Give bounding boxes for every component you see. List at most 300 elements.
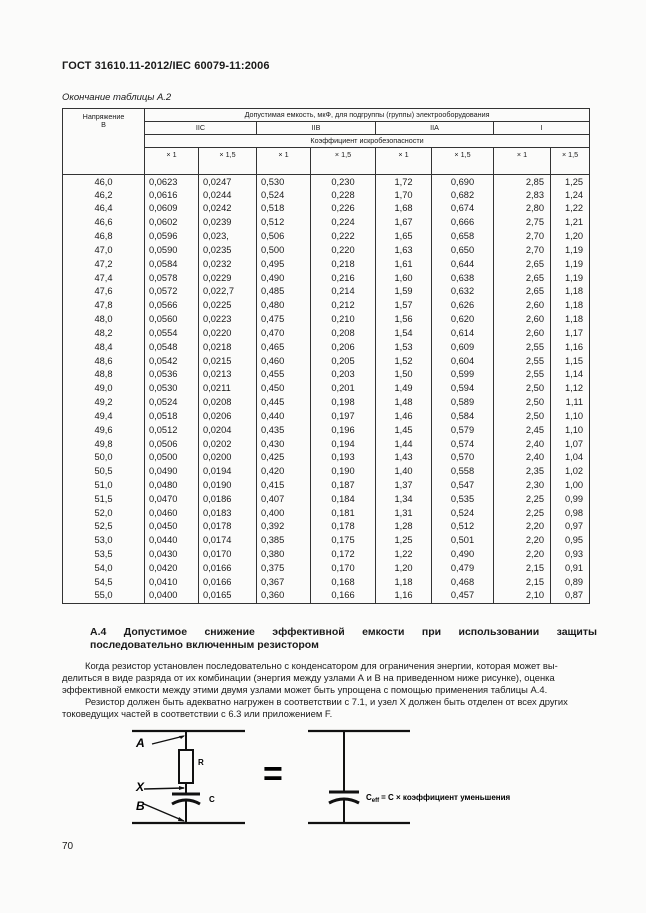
capacitance-cell: 2,65: [494, 257, 551, 271]
capacitance-cell: 0,91: [551, 562, 590, 576]
capacitance-cell: 0,490: [257, 271, 311, 285]
node-label-a: A: [136, 736, 145, 750]
table-row: [63, 327, 590, 341]
capacitance-cell: 0,197: [311, 410, 376, 424]
table-body: [63, 175, 590, 604]
capacitance-cell: 2,30: [494, 479, 551, 493]
table-row: [63, 257, 590, 271]
capacitance-cell: 0,194: [311, 437, 376, 451]
factor-header: × 1,5: [199, 148, 257, 175]
capacitance-cell: 0,570: [432, 451, 494, 465]
capacitance-cell: 1,63: [376, 244, 432, 258]
capacitance-cell: 0,023,: [199, 230, 257, 244]
capacitance-cell: 0,367: [257, 576, 311, 590]
resistor-label: R: [198, 758, 204, 767]
table-row: [63, 589, 590, 603]
capacitance-cell: 0,0542: [145, 354, 199, 368]
capacitance-cell: 0,184: [311, 493, 376, 507]
capacitance-cell: 0,558: [432, 465, 494, 479]
voltage-cell: 49,0: [63, 382, 145, 396]
capacitance-cell: 2,55: [494, 354, 551, 368]
capacitance-table: [62, 108, 590, 604]
table-row: [63, 534, 590, 548]
capacitance-cell: 0,166: [311, 589, 376, 603]
capacitance-cell: 1,02: [551, 465, 590, 479]
capacitance-cell: 1,20: [376, 562, 432, 576]
capacitance-cell: 0,690: [432, 175, 494, 189]
capacitance-cell: 1,04: [551, 451, 590, 465]
capacitance-cell: 1,19: [551, 244, 590, 258]
capacitance-cell: 0,0470: [145, 493, 199, 507]
capacitance-cell: 0,480: [257, 299, 311, 313]
voltage-cell: 50,5: [63, 465, 145, 479]
capacitance-cell: 1,07: [551, 437, 590, 451]
capacitance-cell: 0,0218: [199, 340, 257, 354]
voltage-cell: 47,8: [63, 299, 145, 313]
capacitance-cell: 0,168: [311, 576, 376, 590]
capacitance-cell: 0,0420: [145, 562, 199, 576]
capacitance-cell: 0,0225: [199, 299, 257, 313]
voltage-cell: 47,0: [63, 244, 145, 258]
capacitance-cell: 0,170: [311, 562, 376, 576]
voltage-cell: 46,6: [63, 216, 145, 230]
table-row: [63, 285, 590, 299]
capacitance-cell: 1,25: [376, 534, 432, 548]
node-label-x: X: [136, 780, 145, 794]
page-number: 70: [62, 841, 74, 852]
capacitance-cell: 1,25: [551, 175, 590, 189]
capacitance-cell: 2,40: [494, 451, 551, 465]
capacitance-cell: 0,594: [432, 382, 494, 396]
capacitance-cell: 0,0512: [145, 423, 199, 437]
capacitance-cell: 0,479: [432, 562, 494, 576]
capacitance-cell: 0,620: [432, 313, 494, 327]
capacitance-cell: 0,0223: [199, 313, 257, 327]
capacitance-cell: 1,48: [376, 396, 432, 410]
capacitance-cell: 2,55: [494, 340, 551, 354]
capacitance-cell: 0,0244: [199, 188, 257, 202]
capacitance-cell: 0,500: [257, 244, 311, 258]
capacitance-cell: 1,11: [551, 396, 590, 410]
capacitance-cell: 0,440: [257, 410, 311, 424]
capacitance-cell: 1,56: [376, 313, 432, 327]
capacitance-cell: 0,181: [311, 506, 376, 520]
table-row: [63, 202, 590, 216]
capacitance-cell: 1,52: [376, 354, 432, 368]
voltage-cell: 53,5: [63, 548, 145, 562]
capacitance-cell: 0,0190: [199, 479, 257, 493]
capacitance-cell: 1,19: [551, 257, 590, 271]
factor-header: × 1: [145, 148, 199, 175]
capacitance-cell: 0,360: [257, 589, 311, 603]
capacitance-cell: 2,15: [494, 562, 551, 576]
table-row: [63, 493, 590, 507]
capacitance-cell: 0,89: [551, 576, 590, 590]
capacitance-cell: 1,57: [376, 299, 432, 313]
table-row: [63, 340, 590, 354]
capacitance-cell: 1,19: [551, 271, 590, 285]
capacitance-cell: 0,0460: [145, 506, 199, 520]
capacitance-cell: 0,0506: [145, 437, 199, 451]
safety-factor-header: Коэффициент искробезопасности: [145, 135, 590, 148]
capacitance-cell: 0,0204: [199, 423, 257, 437]
capacitance-cell: 0,524: [257, 188, 311, 202]
capacitance-cell: 0,0229: [199, 271, 257, 285]
capacitance-cell: 1,50: [376, 368, 432, 382]
voltage-cell: 51,0: [63, 479, 145, 493]
capacitance-cell: 0,457: [432, 589, 494, 603]
capacitance-cell: 0,0524: [145, 396, 199, 410]
voltage-cell: 49,6: [63, 423, 145, 437]
voltage-cell: 49,2: [63, 396, 145, 410]
capacitance-cell: 0,0430: [145, 548, 199, 562]
capacitance-cell: 1,24: [551, 188, 590, 202]
factor-header: × 1,5: [551, 148, 590, 175]
resistor-symbol: [179, 750, 193, 783]
capacitance-cell: 2,10: [494, 589, 551, 603]
capacitance-cell: 0,614: [432, 327, 494, 341]
paragraph-resistor-loading: Резистор должен быть адекватно нагружен в соответствии с 7.1, и узел X должен быть отделен от всех других токоведущих частей в соответствии с 6.3 или приложением F.: [62, 696, 568, 719]
capacitance-cell: 0,0602: [145, 216, 199, 230]
capacitance-cell: 0,425: [257, 451, 311, 465]
capacitance-cell: 0,460: [257, 354, 311, 368]
table-row: [63, 188, 590, 202]
capacitance-cell: 1,34: [376, 493, 432, 507]
voltage-cell: 46,4: [63, 202, 145, 216]
capacitance-cell: 0,0554: [145, 327, 199, 341]
section-heading-word: при: [421, 626, 442, 638]
section-number: А.4: [90, 626, 107, 638]
capacitance-cell: 2,65: [494, 285, 551, 299]
capacitance-cell: 0,98: [551, 506, 590, 520]
capacitance-cell: 0,0548: [145, 340, 199, 354]
capacitance-cell: 0,524: [432, 506, 494, 520]
voltage-cell: 46,8: [63, 230, 145, 244]
section-heading: [90, 626, 597, 652]
voltage-cell: 48,2: [63, 327, 145, 341]
capacitor-label: C: [209, 795, 215, 804]
capacitance-cell: 0,658: [432, 230, 494, 244]
capacitance-cell: 0,0566: [145, 299, 199, 313]
table-row: [63, 271, 590, 285]
voltage-cell: 48,8: [63, 368, 145, 382]
capacitance-cell: 0,97: [551, 520, 590, 534]
capacitance-cell: 0,0166: [199, 576, 257, 590]
pointer-x: [144, 788, 184, 789]
capacitance-cell: 0,455: [257, 368, 311, 382]
table-row: [63, 562, 590, 576]
capacitance-cell: 2,15: [494, 576, 551, 590]
factor-header: × 1,5: [311, 148, 376, 175]
voltage-cell: 52,5: [63, 520, 145, 534]
capacitance-cell: 0,0200: [199, 451, 257, 465]
capacitance-cell: 0,0174: [199, 534, 257, 548]
capacitance-cell: 0,0215: [199, 354, 257, 368]
capacitance-cell: 1,43: [376, 451, 432, 465]
capacitance-cell: 1,61: [376, 257, 432, 271]
capacitance-cell: 0,0220: [199, 327, 257, 341]
capacitance-cell: 0,0242: [199, 202, 257, 216]
capacitance-cell: 0,650: [432, 244, 494, 258]
capacitance-cell: 0,609: [432, 340, 494, 354]
capacitance-cell: 2,80: [494, 202, 551, 216]
capacitance-cell: 0,178: [311, 520, 376, 534]
capacitance-cell: 2,20: [494, 534, 551, 548]
section-heading-line1: [90, 626, 597, 639]
section-heading-word: использовании: [458, 626, 540, 638]
capacitance-cell: 1,15: [551, 354, 590, 368]
voltage-cell: 46,0: [63, 175, 145, 189]
group-header-iia: IIA: [376, 122, 494, 135]
effective-capacitance-formula: $C_{eff} = C$ × коэффициент уменьшения: [366, 793, 511, 804]
capacitance-cell: 1,60: [376, 271, 432, 285]
table-row: [63, 299, 590, 313]
capacitance-cell: 0,0183: [199, 506, 257, 520]
capacitance-cell: 0,216: [311, 271, 376, 285]
capacitance-cell: 0,589: [432, 396, 494, 410]
capacitance-cell: 1,18: [376, 576, 432, 590]
capacitance-cell: 1,46: [376, 410, 432, 424]
capacitance-cell: 1,68: [376, 202, 432, 216]
capacitance-cell: 0,212: [311, 299, 376, 313]
table-row: [63, 479, 590, 493]
capacitance-cell: 0,175: [311, 534, 376, 548]
capacitance-cell: 0,475: [257, 313, 311, 327]
factor-header: × 1: [376, 148, 432, 175]
table-row: [63, 368, 590, 382]
table-row: [63, 410, 590, 424]
capacitance-cell: 2,65: [494, 271, 551, 285]
section-heading-line2: последовательно включенным резистором: [90, 639, 319, 651]
capacitance-cell: 0,198: [311, 396, 376, 410]
table-row: [63, 506, 590, 520]
capacitance-cell: 1,40: [376, 465, 432, 479]
capacitance-cell: 0,87: [551, 589, 590, 603]
capacitance-cell: 0,470: [257, 327, 311, 341]
capacitance-cell: 1,72: [376, 175, 432, 189]
capacitance-cell: 0,0518: [145, 410, 199, 424]
table-row: [63, 354, 590, 368]
capacitance-cell: 0,666: [432, 216, 494, 230]
capacitance-cell: 0,0165: [199, 589, 257, 603]
voltage-cell: 47,2: [63, 257, 145, 271]
voltage-cell: 55,0: [63, 589, 145, 603]
capacitance-cell: 0,584: [432, 410, 494, 424]
table-row: [63, 244, 590, 258]
capacitance-cell: 1,18: [551, 313, 590, 327]
capacitance-cell: 2,50: [494, 382, 551, 396]
capacitance-cell: 0,218: [311, 257, 376, 271]
capacitance-cell: 0,205: [311, 354, 376, 368]
capacitance-cell: 1,20: [551, 230, 590, 244]
table-row: [63, 423, 590, 437]
capacitance-cell: 2,60: [494, 313, 551, 327]
capacitance-cell: 0,574: [432, 437, 494, 451]
capacitance-cell: 0,512: [432, 520, 494, 534]
capacitance-cell: 0,0208: [199, 396, 257, 410]
capacitance-cell: 0,0410: [145, 576, 199, 590]
capacitance-cell: 0,220: [311, 244, 376, 258]
capacitance-cell: 0,228: [311, 188, 376, 202]
capacitance-cell: 1,22: [376, 548, 432, 562]
capacitance-cell: 2,45: [494, 423, 551, 437]
capacitance-cell: 0,172: [311, 548, 376, 562]
capacitance-cell: 1,59: [376, 285, 432, 299]
capacitance-cell: 2,50: [494, 410, 551, 424]
voltage-cell: 49,8: [63, 437, 145, 451]
capacitance-cell: 0,93: [551, 548, 590, 562]
capacitance-cell: 0,518: [257, 202, 311, 216]
capacitance-cell: 0,0213: [199, 368, 257, 382]
capacitance-cell: 1,67: [376, 216, 432, 230]
capacitance-cell: 0,674: [432, 202, 494, 216]
capacitance-cell: 0,407: [257, 493, 311, 507]
capacitance-cell: 0,0623: [145, 175, 199, 189]
voltage-cell: 54,5: [63, 576, 145, 590]
capacitance-cell: 0,644: [432, 257, 494, 271]
capacitance-cell: 0,0536: [145, 368, 199, 382]
capacitance-cell: 0,445: [257, 396, 311, 410]
capacitance-cell: 0,435: [257, 423, 311, 437]
capacitance-cell: 0,210: [311, 313, 376, 327]
capacitance-cell: 0,0572: [145, 285, 199, 299]
capacitance-cell: 0,0239: [199, 216, 257, 230]
capacitance-cell: 2,75: [494, 216, 551, 230]
capacitance-cell: 0,187: [311, 479, 376, 493]
capacitance-cell: 0,0616: [145, 188, 199, 202]
voltage-column-header: Напряжение В: [63, 109, 145, 175]
equivalent-circuit-figure: [110, 720, 550, 830]
capacitance-cell: 1,49: [376, 382, 432, 396]
capacitance-cell: 0,203: [311, 368, 376, 382]
capacitance-cell: 0,201: [311, 382, 376, 396]
capacitance-cell: 0,0235: [199, 244, 257, 258]
capacitance-cell: 1,53: [376, 340, 432, 354]
capacitance-cell: 0,682: [432, 188, 494, 202]
capacitance-cell: 0,0609: [145, 202, 199, 216]
capacitance-cell: 0,0440: [145, 534, 199, 548]
capacitance-cell: 0,0596: [145, 230, 199, 244]
capacitance-cell: 1,16: [376, 589, 432, 603]
capacitance-cell: 2,20: [494, 548, 551, 562]
capacitance-cell: 2,70: [494, 244, 551, 258]
capacitance-cell: 2,55: [494, 368, 551, 382]
capacitance-cell: 0,0178: [199, 520, 257, 534]
factor-header: × 1: [494, 148, 551, 175]
capacitance-cell: 0,0400: [145, 589, 199, 603]
capacitance-cell: 0,501: [432, 534, 494, 548]
voltage-cell: 47,4: [63, 271, 145, 285]
section-heading-word: Допустимое: [123, 626, 188, 638]
voltage-cell: 54,0: [63, 562, 145, 576]
capacitance-cell: 2,60: [494, 299, 551, 313]
capacitance-cell: 0,230: [311, 175, 376, 189]
section-heading-word: снижение: [204, 626, 255, 638]
capacitance-cell: 1,21: [551, 216, 590, 230]
voltage-cell: 48,6: [63, 354, 145, 368]
capacitance-cell: 1,65: [376, 230, 432, 244]
table-row: [63, 465, 590, 479]
table-row: [63, 382, 590, 396]
capacitance-cell: 0,0170: [199, 548, 257, 562]
capacitance-cell: 1,37: [376, 479, 432, 493]
capacitance-cell: 0,0247: [199, 175, 257, 189]
capacitance-cell: 0,206: [311, 340, 376, 354]
capacitance-cell: 0,022,7: [199, 285, 257, 299]
capacitance-cell: 1,44: [376, 437, 432, 451]
capacitance-cell: 0,0490: [145, 465, 199, 479]
capacitance-cell: 1,18: [551, 285, 590, 299]
capacitance-cell: 1,17: [551, 327, 590, 341]
capacitance-cell: 0,430: [257, 437, 311, 451]
capacitance-cell: 0,626: [432, 299, 494, 313]
capacitance-cell: 0,512: [257, 216, 311, 230]
table-row: [63, 230, 590, 244]
table-row: [63, 216, 590, 230]
capacitance-cell: 0,0202: [199, 437, 257, 451]
capacitance-cell: 1,22: [551, 202, 590, 216]
table-row: [63, 576, 590, 590]
capacitance-cell: 0,0590: [145, 244, 199, 258]
capacitance-cell: 0,208: [311, 327, 376, 341]
table-row: [63, 548, 590, 562]
capacitance-cell: 0,226: [311, 202, 376, 216]
capacitance-cell: 0,193: [311, 451, 376, 465]
capacitance-cell: 0,468: [432, 576, 494, 590]
voltage-cell: 51,5: [63, 493, 145, 507]
voltage-cell: 50,0: [63, 451, 145, 465]
group-header-iib: IIB: [257, 122, 376, 135]
capacitance-cell: 1,10: [551, 423, 590, 437]
capacitance-cell: 0,385: [257, 534, 311, 548]
capacitance-cell: 0,495: [257, 257, 311, 271]
table-row: [63, 175, 590, 189]
capacitance-cell: 1,70: [376, 188, 432, 202]
section-heading-word: эффективной: [272, 626, 345, 638]
equals-sign: =: [263, 755, 283, 793]
capacitance-cell: 0,224: [311, 216, 376, 230]
capacitance-cell: 0,579: [432, 423, 494, 437]
capacitance-cell: 0,0450: [145, 520, 199, 534]
capacitance-cell: 0,0206: [199, 410, 257, 424]
capacitance-cell: 2,83: [494, 188, 551, 202]
capacitance-cell: 0,485: [257, 285, 311, 299]
voltage-cell: 52,0: [63, 506, 145, 520]
table-row: [63, 451, 590, 465]
capacitance-cell: 2,85: [494, 175, 551, 189]
capacitance-cell: 2,25: [494, 493, 551, 507]
document-title: ГОСТ 31610.11-2012/IEC 60079-11:2006: [62, 60, 270, 72]
capacitance-cell: 0,190: [311, 465, 376, 479]
capacitance-cell: 0,604: [432, 354, 494, 368]
capacitance-cell: 2,70: [494, 230, 551, 244]
capacitance-cell: 0,0578: [145, 271, 199, 285]
capacitance-cell: 0,450: [257, 382, 311, 396]
capacitance-cell: 2,60: [494, 327, 551, 341]
table-row: [63, 520, 590, 534]
capacitance-cell: 0,0186: [199, 493, 257, 507]
capacitance-cell: 0,506: [257, 230, 311, 244]
capacitance-cell: 1,12: [551, 382, 590, 396]
factor-header: × 1,5: [432, 148, 494, 175]
capacitance-cell: 0,638: [432, 271, 494, 285]
voltage-cell: 49,4: [63, 410, 145, 424]
capacitance-cell: 0,415: [257, 479, 311, 493]
capacitance-cell: 0,214: [311, 285, 376, 299]
paragraph-series-resistor: Когда резистор установлен последовательно с конденсатором для ограничения энергии, которая может вы- делиться в виде разряда от их комбинации (энергия между узлами А и В на приведенном ниже рисунке), оценка эффективной емкости между этими двумя узлами может быть упрощена с помощью применения таблицы А.4.: [62, 660, 558, 695]
capacitance-cell: 0,95: [551, 534, 590, 548]
capacitance-cell: 0,392: [257, 520, 311, 534]
